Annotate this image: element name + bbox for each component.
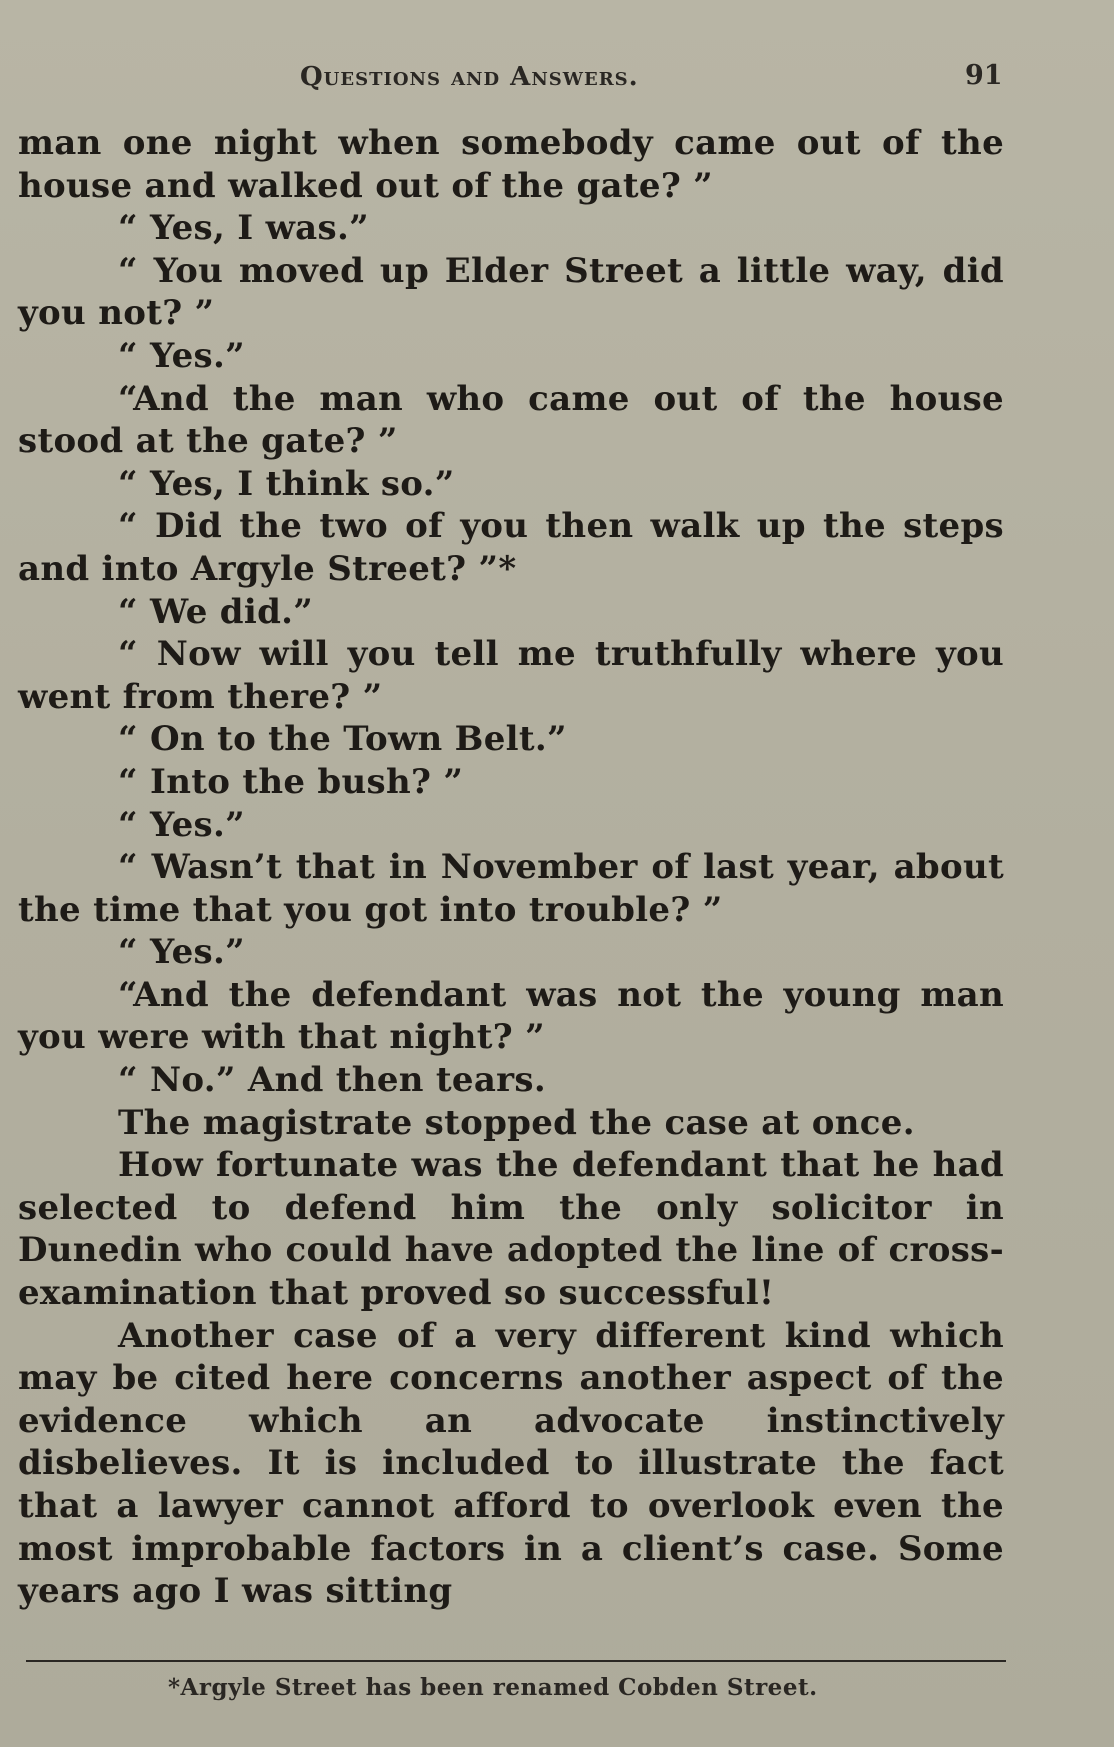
paragraph: “ Yes.”	[118, 804, 245, 845]
paragraph: “ Wasn’t that in November of last year, about the time that you got into trouble? ”	[18, 847, 1004, 930]
paragraph: “ Yes, I think so.”	[118, 463, 455, 504]
paragraph: “ Now will you tell me truthfully where you went from there? ”	[18, 634, 1004, 717]
paragraph: “ Did the two of you then walk up the steps and into Argyle Street? ”*	[18, 506, 1004, 589]
body-text	[18, 122, 1004, 1613]
page-number: 91	[965, 60, 1003, 91]
paragraph: “ Yes.”	[118, 335, 245, 376]
running-head: Questions and Answers.	[300, 62, 639, 92]
paragraph: “ On to the Town Belt.”	[118, 719, 567, 760]
paragraph: “ No.” And then tears.	[118, 1060, 546, 1101]
paragraph: “ Yes, I was.”	[118, 208, 369, 249]
paragraph: How fortunate was the defendant that he had selected to defend him the only solicitor in Dunedin who could have adopted the line of cross-examination that proved so successful!	[18, 1145, 1004, 1314]
footnote-rule	[26, 1660, 1006, 1662]
paragraph: man one night when somebody came out of the house and walked out of the gate? ”	[18, 123, 1004, 206]
paragraph: “ Into the bush? ”	[118, 761, 464, 802]
paragraph: Another case of a very different kind which may be cited here concerns another aspect of the evidence which an advocate instinctively disbelieves. It is included to illustrate the fact that a lawyer cannot afford to overlook even the most improbable factors in a client’s case. Some years ago I was sitting	[18, 1315, 1004, 1612]
paragraph: The magistrate stopped the case at once.	[118, 1102, 915, 1143]
paragraph: “And the man who came out of the house stood at the gate? ”	[18, 378, 1004, 462]
paragraph: “ We did.”	[118, 591, 314, 632]
footnote: *Argyle Street has been renamed Cobden Street.	[168, 1674, 818, 1701]
paragraph: “ You moved up Elder Street a little way, did you not? ”	[18, 250, 1004, 334]
paragraph: “ Yes.”	[118, 932, 245, 973]
paragraph: “And the defendant was not the young man you were with that night? ”	[18, 974, 1004, 1058]
